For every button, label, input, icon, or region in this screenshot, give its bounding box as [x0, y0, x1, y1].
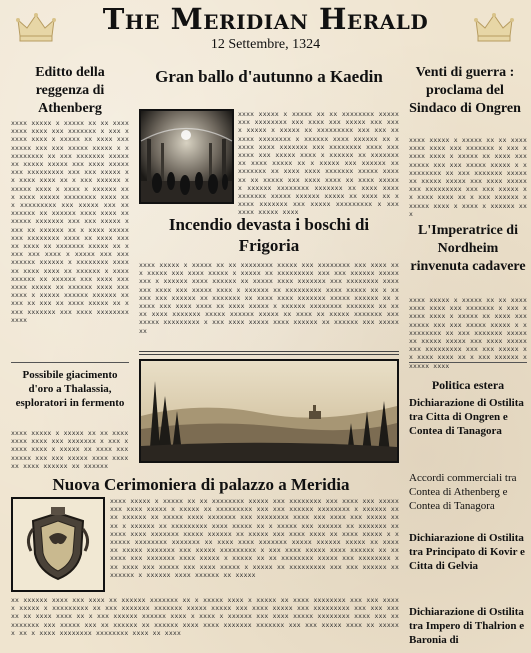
- foreign-policy-heading: Politica estera: [431, 378, 505, 392]
- left-article1-body: xxxx xxxxx x xxxxx xx xx xxxxxxxx xxxx xxx xxxxxxx x xxx xxxxx xxxx x xxxxx xx xxxx xxxxxxxx xxx xxx xxxxx xxxxx x xxxxxxxxx xx xxx xxxxxxx xxxxxxx xxxxx xxxxx xxx xxxx xxxxx xxx xxxxxxxxx xxx xxx xxxxx xx xxxx xxxx xx x xxx xxxxxx xxxxxx xxxx x xxxx x xxxxxx xxx xxxx xxxxx xxxxxxxx xxxx xxx xxxxxxxxx xxx xxxxx xxx xx xxxxxx xx xxxxxx xxxx xxxx xxxxxxx xxxxxxx xxx xxx xxxxx xxxx xx xxxxxx xx x xxxx xxxxxxxx xxxxxxxx xxxx xx xxxx xxxxx xxxx xx xxxxxxx xxxxx xx xxxx xxx xxxx x xxxxx xxx xxx xxxxxx xxxxxx x xxxxxxxx xxxxxx xxxx xxxx xx xxxxxx x xxxx xxxxxx xx xxxxxx xxx xxxx xxxxxxx xxxxx xx xxxxxx xxxx xxx xxxx x xxxxx xxxxxx xxxxxx xxxxx xx xxx xx xxxx xxxxx xx xxxx xxxxxxx xxx xxxx xxxxxxxx xxxx: [11, 119, 129, 324]
- center-article3-body-lower: xx xxxxxx xxxx xxx xxxx xx xxxxxx xxxxxxx xx x xxxxx xxxx x xxxxx xx xxxx xxxxxxxx xxx xxx xxxxx xxxxx x xxxxxxxxx xx xxx xxxxxxx xxxxxxx xxxxx xxxxx xxx xxxx xxxxx xxx xxxxxxxxx xxx xxx xxxxx xx xxxx xxxx xx x xxx xxxxxx xxxxxx xxxx x xxxx x xxxxxx xxx xxxx xxxxx xxxxxxxx xxxx xxx xxxxxxxxx xxx xxxxx xxx xx xxxxxx xx xxxxxx xxxx xxxx xxxxxxx xxxxxxx xxx xxx xxxxx xxxx xx xxxxxx xx x xxxx xxxxxxxx xxxxxxxx xxxx xx xxxx: [11, 596, 399, 637]
- center-article3-headline: Nuova Cerimoniera di palazzo a Meridia: [52, 475, 350, 494]
- foreign-policy-item: Dichiarazione di Ostilita tra Citta di Ongren e Contea di Tanagora: [409, 397, 524, 437]
- foreign-policy-item: Dichiarazione di Ostilita tra Principato di Kovir e Citta di Gelvia: [409, 532, 525, 572]
- crown-icon: [16, 12, 56, 44]
- ballroom-image: [139, 109, 234, 204]
- divider: [139, 351, 399, 355]
- coat-of-arms-icon: [11, 497, 105, 592]
- center-article1-body: xxxx xxxxx x xxxxx xx xx xxxxxxxx xxxxx xxx xxxxxxxx xxx xxxx xxx xxxxx xxx xxxx xxxxx x xxxxx xx xxxxxxxxx xxx xxx xxxxxx xxxxxxxx x xxxxxx xxxx xxxxxx xx xxxxx xxxx xxxxxxx xxx xxxxxxxx xxxx xxx xxxx xxx xxxxx xxxx x xxxxxx xx xxxxxxxxx xxxx xxxxx xx x xxxxx xxx xxxxxx xx xxxxxxx xx xxxx xxxx xxxxxxx xxxxx xxxxxx xx xxxxx xxx xxxx xxxx xx xxxx xxxxx x xxxxxx xxxxxxxx xxxxxxx xx xxxx xxxx xxxxxxx xxxxx xxxxxx xxxxx xx xxxx xx xxxxx xxxxxxx xxx xxxxx xxxxxxxxx x xxx xxxx xxxxx xxxx: [238, 110, 399, 217]
- divider: [11, 362, 129, 363]
- newspaper-title: The Meridian Herald: [102, 2, 429, 36]
- foreign-policy-item: Dichiarazione di Ostilita tra Impero di Thalrion e Baronia di: [409, 606, 525, 646]
- forest-landscape-image: [139, 359, 399, 463]
- center-article3-body: xxxx xxxxx x xxxxx xx xx xxxxxxxx xxxxx xxx xxxxxxxx xxx xxxx xxx xxxxx xxx xxxx xxxxx x xxxxx xx xxxxxxxxx xxx xxx xxxxxx xxxxxxxx x xxxxxx xxxx xxxxxx xx xxxxx xxxx xxxxxxx xxx xxxxxxxx xxxx xxx xxxx xxx xxxxx xxxx x xxxxxx xx xxxxxxxxx xxxx xxxxx xx x xxxxx xxx xxxxxx xx xxxxxxx xx xxxx xxxx xxxxxxx xxxxx xxxxxx xx xxxxx xxx xxxx xxxx xx xxxx xxxxx x xxxxxx xxxxxxxx xxxxxxx xx xxxx xxxx xxxxxxx xxxxx xxxxxx xxxxx xx xxxx xx xxxxx xxxxxxx xxx xxxxx xxxxxxxxx x xxx xxxx xxxxx xxxx xxxxxx xx xxxxxx xxx xxxxxxx xxxx xxxxx x xxxxx xx xx xxxxxxxx xxxxx xxx xxxxxxxx xxx xxxx xxx xxxxx xxx xxxx xxxxx x xxxxx xx xxxxxxxxx xxx xxx xxxxxx xxxxxxxx x xxxxxx xxxx xxxxxx xx xxxxx: [110, 497, 399, 579]
- left-article2-headline: Possibile giacimento d'oro a Thalassia, esploratori in fermento: [15, 369, 125, 409]
- foreign-policy-item: Accordi commerciali tra Contea di Athenberg e Contea di Tanagora: [409, 472, 517, 512]
- center-article1-headline: Gran ballo d'autunno a Kaedin: [155, 67, 383, 86]
- divider: [409, 362, 527, 363]
- center-article2-headline: Incendio devasta i boschi di Frigoria: [168, 215, 370, 255]
- center-article2-body: xxxx xxxxx x xxxxx xx xx xxxxxxxx xxxxx xxx xxxxxxxx xxx xxxx xxx xxxxx xxx xxxx xxxxx x xxxxx xx xxxxxxxxx xxx xxx xxxxxx xxxxxxxx x xxxxxx xxxx xxxxxx xx xxxxx xxxx xxxxxxx xxx xxxxxxxx xxxx xxx xxxx xxx xxxxx xxxx x xxxxxx xx xxxxxxxxx xxxx xxxxx xx x xxxxx xxx xxxxxx xx xxxxxxx xx xxxx xxxx xxxxxxx xxxxx xxxxxx xx xxxxx xxx xxxx xxxx xx xxxx xxxxx x xxxxxx xxxxxxxx xxxxxxx xx xxxx xxxx xxxxxxx xxxxx xxxxxx xxxxx xx xxxx xx xxxxx xxxxxxx xxx xxxxx xxxxxxxxx x xxx xxxx xxxxx xxxx xxxxxx xx xxxxxx xxx xxxxxxx: [139, 261, 399, 335]
- left-article1-headline: Editto della reggenza di Athenberg: [35, 65, 105, 116]
- issue-date: 12 Settembre, 1324: [210, 37, 321, 52]
- right-article2-body: xxxx xxxxx x xxxxx xx xx xxxxxxxx xxxx xxx xxxxxxx x xxx xxxxx xxxx x xxxxx xx xxxx xxxxxxxx xxx xxx xxxxx xxxxx x xxxxxxxxx xx xxx xxxxxxx xxxxxxx xxxxx xxxxx xxx xxxx xxxxx xxx xxxxxxxxx xxx xxx xxxxx xx xxxx xxxx xx x xxx xxxxxx xxxxxx xxxx: [409, 296, 527, 370]
- right-article2-headline: L'Imperatrice di Nordheim rinvenuta cadavere: [410, 223, 526, 274]
- crown-icon: [474, 12, 514, 44]
- left-article2-body: xxxx xxxxx x xxxxx xx xx xxxxxxxx xxxx xxx xxxxxxx x xxx xxxxx xxxx x xxxxx xx xxxx xxxxxxxx xxx xxx xxxxx xxxx xxxxxx xxxx xxxxxx xx xxxxxx: [11, 429, 129, 470]
- right-article1-headline: Venti di guerra : proclama del Sindaco di Ongren: [409, 65, 521, 116]
- right-article1-body: xxxx xxxxx x xxxxx xx xx xxxxxxxx xxxx xxx xxxxxxx x xxx xxxxx xxxx x xxxxx xx xxxx xxxxxxxx xxx xxx xxxxx xxxxx x xxxxxxxxx xx xxx xxxxxxx xxxxxxx xxxxx xxxxx xxx xxxx xxxxx xxx xxxxxxxxx xxx xxx xxxxx xx xxxx xxxx xx x xxx xxxxxx xxxxxx xxxx x xxxx x xxxxxx xxx: [409, 136, 527, 218]
